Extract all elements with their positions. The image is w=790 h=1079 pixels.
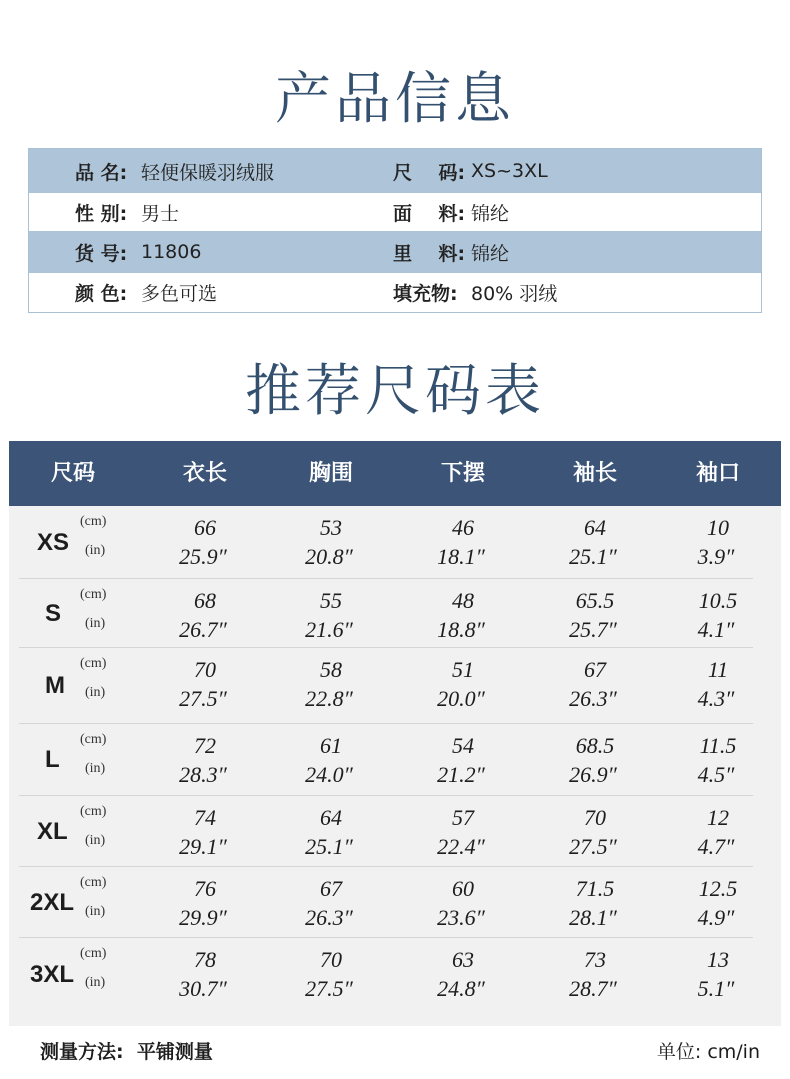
in-value: 22.4″ xyxy=(437,834,485,859)
cm-value: 60 xyxy=(452,876,474,901)
cm-value: 68.5 xyxy=(575,733,615,758)
info-row xyxy=(29,273,761,312)
header-cell: 下摆 xyxy=(440,461,486,486)
cm-value: 66 xyxy=(194,515,216,540)
unit-in-label: (in) xyxy=(85,543,106,558)
info-value: 多色可选 xyxy=(141,283,218,305)
cm-value: 51 xyxy=(452,657,474,682)
cm-value: 64 xyxy=(320,805,342,830)
measure-method: 测量方法: 平铺测量 xyxy=(40,1041,213,1063)
header-cell: 衣长 xyxy=(182,461,228,486)
cm-value: 67 xyxy=(584,657,606,682)
cm-value: 70 xyxy=(194,657,216,682)
size-label: S xyxy=(45,599,62,627)
cm-value: 78 xyxy=(194,947,216,972)
unit-note: 单位: cm/in xyxy=(656,1041,760,1063)
header-cell: 袖口 xyxy=(695,461,741,486)
info-key: 货 号: xyxy=(75,242,128,265)
in-value: 25.7″ xyxy=(569,617,617,642)
in-value: 26.7″ xyxy=(179,617,227,642)
cm-value: 70 xyxy=(584,805,606,830)
in-value: 27.5″ xyxy=(569,834,617,859)
in-value: 5.1″ xyxy=(697,976,735,1001)
info-key: 面 料: xyxy=(393,202,466,225)
in-value: 20.0″ xyxy=(437,686,485,711)
info-value: XS~3XL xyxy=(471,160,548,182)
info-value: 锦纶 xyxy=(471,202,510,225)
info-key: 填充物: xyxy=(393,283,458,305)
size-label: XS xyxy=(37,528,70,556)
info-row xyxy=(29,149,761,193)
cm-value: 58 xyxy=(320,657,342,682)
cm-value: 73 xyxy=(584,947,606,972)
info-row xyxy=(29,231,761,273)
size-table xyxy=(9,441,781,1026)
cm-value: 11.5 xyxy=(699,733,737,758)
info-row xyxy=(29,193,761,231)
cm-value: 12 xyxy=(707,805,729,830)
cm-value: 67 xyxy=(320,876,342,901)
cm-value: 70 xyxy=(320,947,342,972)
in-value: 27.5″ xyxy=(305,976,353,1001)
in-value: 26.3″ xyxy=(305,905,353,930)
size-table-header xyxy=(9,441,781,506)
cm-value: 71.5 xyxy=(575,876,615,901)
product-info-table xyxy=(28,148,762,313)
info-value: 锦纶 xyxy=(471,242,510,265)
in-value: 28.7″ xyxy=(569,976,617,1001)
info-value: 80% 羽绒 xyxy=(471,283,558,305)
in-value: 20.8″ xyxy=(305,544,353,569)
in-value: 25.1″ xyxy=(569,544,617,569)
info-key: 尺 码: xyxy=(393,161,466,184)
size-row xyxy=(9,724,781,796)
size-label: 2XL xyxy=(30,888,75,916)
unit-in-label: (in) xyxy=(85,833,106,848)
in-value: 30.7″ xyxy=(179,976,227,1001)
cm-value: 10.5 xyxy=(698,588,738,613)
in-value: 21.2″ xyxy=(437,762,485,787)
cm-value: 65.5 xyxy=(575,588,615,613)
in-value: 22.8″ xyxy=(305,686,353,711)
in-value: 4.7″ xyxy=(697,834,735,859)
cm-value: 68 xyxy=(194,588,216,613)
cm-value: 72 xyxy=(194,733,216,758)
cm-value: 48 xyxy=(452,588,474,613)
in-value: 25.9″ xyxy=(179,544,227,569)
unit-cm-label: (cm) xyxy=(80,514,107,529)
in-value: 23.6″ xyxy=(437,905,485,930)
unit-in-label: (in) xyxy=(85,761,106,776)
in-value: 28.1″ xyxy=(569,905,617,930)
cm-value: 55 xyxy=(320,588,342,613)
size-row xyxy=(9,867,781,938)
in-value: 18.8″ xyxy=(437,617,485,642)
unit-in-label: (in) xyxy=(85,904,106,919)
unit-in-label: (in) xyxy=(85,975,106,990)
unit-in-label: (in) xyxy=(85,685,106,700)
size-label: XL xyxy=(37,817,68,845)
in-value: 3.9″ xyxy=(697,544,735,569)
size-chart-title: 推荐尺码表 xyxy=(245,359,545,424)
info-key: 性 别: xyxy=(75,202,128,225)
info-value: 11806 xyxy=(141,241,202,263)
in-value: 29.1″ xyxy=(179,834,227,859)
unit-cm-label: (cm) xyxy=(80,587,107,602)
unit-in-label: (in) xyxy=(85,616,106,631)
cm-value: 54 xyxy=(452,733,474,758)
cm-value: 11 xyxy=(707,657,729,682)
cm-value: 10 xyxy=(707,515,729,540)
in-value: 18.1″ xyxy=(437,544,485,569)
unit-cm-label: (cm) xyxy=(80,656,107,671)
info-key: 品 名: xyxy=(75,161,128,184)
size-label: 3XL xyxy=(30,960,75,988)
cm-value: 76 xyxy=(194,876,216,901)
product-info-title: 产品信息 xyxy=(275,67,515,132)
unit-cm-label: (cm) xyxy=(80,804,107,819)
size-label: L xyxy=(45,746,60,773)
cm-value: 61 xyxy=(320,733,342,758)
cm-value: 74 xyxy=(194,805,216,830)
in-value: 29.9″ xyxy=(179,905,227,930)
cm-value: 57 xyxy=(452,805,474,830)
in-value: 28.3″ xyxy=(179,762,227,787)
in-value: 4.5″ xyxy=(697,762,735,787)
cm-value: 46 xyxy=(452,515,474,540)
in-value: 4.1″ xyxy=(697,617,735,642)
unit-cm-label: (cm) xyxy=(80,875,107,890)
cm-value: 12.5 xyxy=(698,876,738,901)
header-cell: 袖长 xyxy=(572,461,618,486)
in-value: 4.9″ xyxy=(697,905,735,930)
in-value: 4.3″ xyxy=(697,686,735,711)
info-key: 里 料: xyxy=(393,242,466,265)
cm-value: 63 xyxy=(452,947,474,972)
header-cell: 尺码 xyxy=(50,461,96,486)
in-value: 24.0″ xyxy=(305,762,353,787)
size-row xyxy=(9,796,781,867)
in-value: 26.3″ xyxy=(569,686,617,711)
cm-value: 13 xyxy=(707,947,729,972)
size-label: M xyxy=(45,672,65,699)
in-value: 24.8″ xyxy=(437,976,485,1001)
in-value: 21.6″ xyxy=(305,617,353,642)
info-value: 男士 xyxy=(141,202,180,225)
in-value: 26.9″ xyxy=(569,762,617,787)
size-row xyxy=(9,506,781,579)
in-value: 27.5″ xyxy=(179,686,227,711)
size-row xyxy=(9,648,781,724)
size-row xyxy=(9,938,781,1011)
info-key: 颜 色: xyxy=(75,283,128,305)
cm-value: 53 xyxy=(320,515,342,540)
cm-value: 64 xyxy=(584,515,606,540)
in-value: 25.1″ xyxy=(305,834,353,859)
info-value: 轻便保暖羽绒服 xyxy=(141,161,275,184)
unit-cm-label: (cm) xyxy=(80,732,107,747)
unit-cm-label: (cm) xyxy=(80,946,107,961)
size-row xyxy=(9,579,781,648)
header-cell: 胸围 xyxy=(308,461,354,486)
